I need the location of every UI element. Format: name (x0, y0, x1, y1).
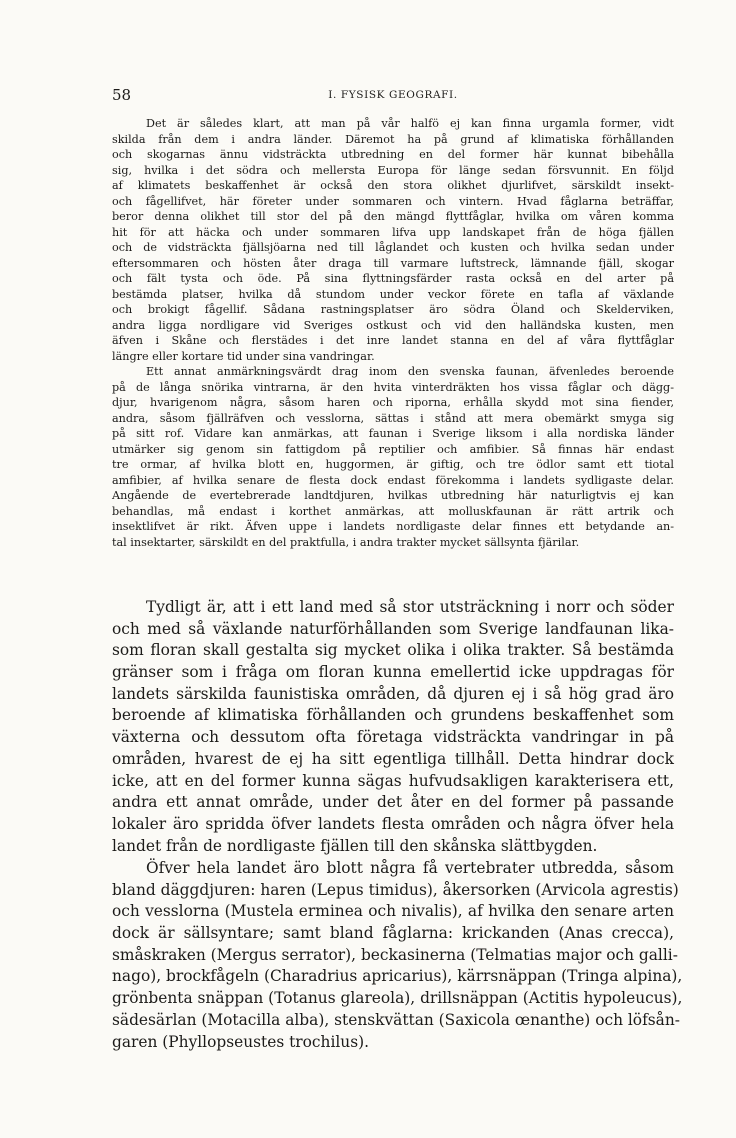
text-line: och fält tysta och öde. På sina flyttningsfärder rasta också en del arter på (112, 272, 674, 285)
text-line: områden, hvarest de ej ha sitt egentliga tillhåll. Detta hindrar dock (112, 749, 674, 768)
text-line: och vesslorna (Mustela erminea och nivalis), af hvilka den senare arten (112, 902, 674, 921)
text-line: småskraken (Mergus serrator), beckasinerna (Telmatias major och galli- (112, 945, 678, 964)
text-line: grönbenta snäppan (Totanus glareola), drillsnäppan (Actitis hypoleucus), (112, 989, 683, 1008)
text-line: landets särskilda faunistiska områden, då djuren ej i så hög grad äro (112, 684, 674, 703)
page-header (112, 86, 674, 106)
running-head: I. FYSISK GEOGRAFI. (328, 89, 458, 101)
text-line: landet från de nordligaste fjällen till den skånska slättbygden. (112, 836, 598, 855)
text-line: hit för att häcka och under sommaren lifva upp landskapet från de höga fjällen (112, 225, 674, 239)
text-line: lokaler äro spridda öfver landets flesta områden och några öfver hela (112, 814, 674, 833)
text-line: eftersommaren och hösten åter draga till varmare luftstreck, lämnande fjäll, skogar (112, 256, 674, 270)
text-line: som floran skall gestalta sig mycket olika i olika trakter. Så bestämda (112, 641, 674, 660)
text-line: Angående de evertebrerade landtdjuren, hvilkas utbredning här naturligtvis ej kan (112, 489, 674, 502)
text-line: behandlas, må endast i korthet anmärkas, att molluskfaunan är rätt artrik och (112, 504, 674, 518)
text-line: och med så växlande naturförhållanden som Sverige landfaunan lika- (112, 619, 674, 638)
text-line: sädesärlan (Motacilla alba), stenskvättan (Saxicola œnanthe) och löfsån- (112, 1010, 680, 1029)
text-line: beror denna olikhet till stor del på den mängd flyttfåglar, hvilka om våren komma (112, 210, 674, 223)
text-line: djur, hvarigenom några, såsom haren och riporna, erhålla skydd mot sina fiender, (112, 396, 674, 409)
text-line: tal insektarter, särskildt en del praktfulla, i andra trakter mycket sällsynta fjärilar. (112, 535, 580, 549)
text-line: andra, såsom fjällräfven och vesslorna, sättas i stånd att mera obemärkt smyga sig (112, 411, 674, 425)
text-line: och skogarnas ännu vidsträckta utbredning en del former här kunnat bibehålla (112, 148, 674, 161)
text-line: amfibier, af hvilka senare de flesta dock endast förekomma i landets sydligaste delar. (112, 473, 674, 487)
text-line: och brokigt fågellif. Sådana rastningsplatser äro södra Öland och Skelderviken, (112, 303, 674, 316)
small-paragraph-1 (112, 116, 674, 364)
text-line: dock är sällsyntare; samt bland fåglarna: krickanden (Anas crecca), (112, 924, 674, 943)
text-line: Öfver hela landet äro blott några få vertebrater utbredda, såsom (146, 859, 674, 877)
text-line: insektlifvet är rikt. Äfven uppe i landets nordligaste delar finnes ett betydande an- (112, 520, 674, 533)
text-line: garen (Phyllopseustes trochilus). (112, 1032, 370, 1051)
text-line: andra ett annat område, under det åter en del former på passande (112, 793, 674, 812)
text-line: icke, att en del former kunna sägas hufvudsakligen karakterisera ett, (112, 771, 674, 790)
text-line: Ett annat anmärkningsvärdt drag inom den svenska faunan, äfvenledes beroende (146, 365, 674, 378)
text-line: på de långa snörika vintrarna, är den hvita vinterdräkten hos vissa fåglar och dägg- (112, 380, 674, 394)
large-paragraph-1 (112, 597, 674, 857)
text-line: af klimatets beskaffenhet är också den stora olikhet djurlifvet, särskildt insekt- (112, 179, 674, 192)
text-line: bland däggdjuren: haren (Lepus timidus), åkersorken (Arvicola agrestis) (112, 880, 679, 899)
text-line: bestämda platser, hvilka då stundom under veckor förete en tafla af växlande (112, 287, 674, 301)
large-paragraph-2 (112, 858, 683, 1053)
text-line: utmärker sig genom sin fattigdom på reptilier och amfibier. Så finnas här endast (112, 442, 674, 456)
text-line: Tydligt är, att i ett land med så stor utsträckning i norr och söder (146, 598, 674, 616)
text-line: på sitt rof. Vidare kan anmärkas, att faunan i Sverige liksom i alla nordiska länder (112, 427, 674, 440)
text-line: skilda från dem i andra länder. Däremot ha på grund af klimatiska förhållanden (112, 132, 674, 146)
text-line: andra ligga nordligare vid Sveriges ostkust och vid den halländska kusten, men (112, 318, 674, 332)
page-number: 58 (112, 86, 132, 104)
text-line: gränser som i fråga om floran kunna emellertid icke uppdragas för (112, 663, 674, 682)
text-line: sig, hvilka i det södra och mellersta Europa för länge sedan försvunnit. En följd (112, 163, 674, 177)
text-line: och de vidsträckta fjällsjöarna ned till låglandet och kusten och hvilka sedan under (112, 241, 674, 254)
text-line: längre eller kortare tid under sina vandringar. (112, 349, 375, 363)
small-paragraph-2 (112, 364, 674, 550)
text-line: växterna och dessutom ofta företaga vidsträckta vandringar in på (112, 728, 674, 747)
text-line: Det är således klart, att man på vår halfö ej kan finna urgamla former, vidt (146, 117, 674, 130)
text-line: äfven i Skåne och flerstädes i det inre landet stanna en del af våra flyttfåglar (112, 334, 674, 347)
text-line: och fågellifvet, här företer under sommaren och vintern. Hvad fåglarna beträffar, (112, 194, 674, 208)
text-line: tre ormar, af hvilka blott en, huggormen, är giftig, och tre ödlor samt ett tiotal (112, 458, 674, 471)
text-line: nago), brockfågeln (Charadrius apricarius), kärrsnäppan (Tringa alpina), (112, 967, 683, 986)
text-line: beroende af klimatiska förhållanden och grundens beskaffenhet som (112, 706, 674, 725)
